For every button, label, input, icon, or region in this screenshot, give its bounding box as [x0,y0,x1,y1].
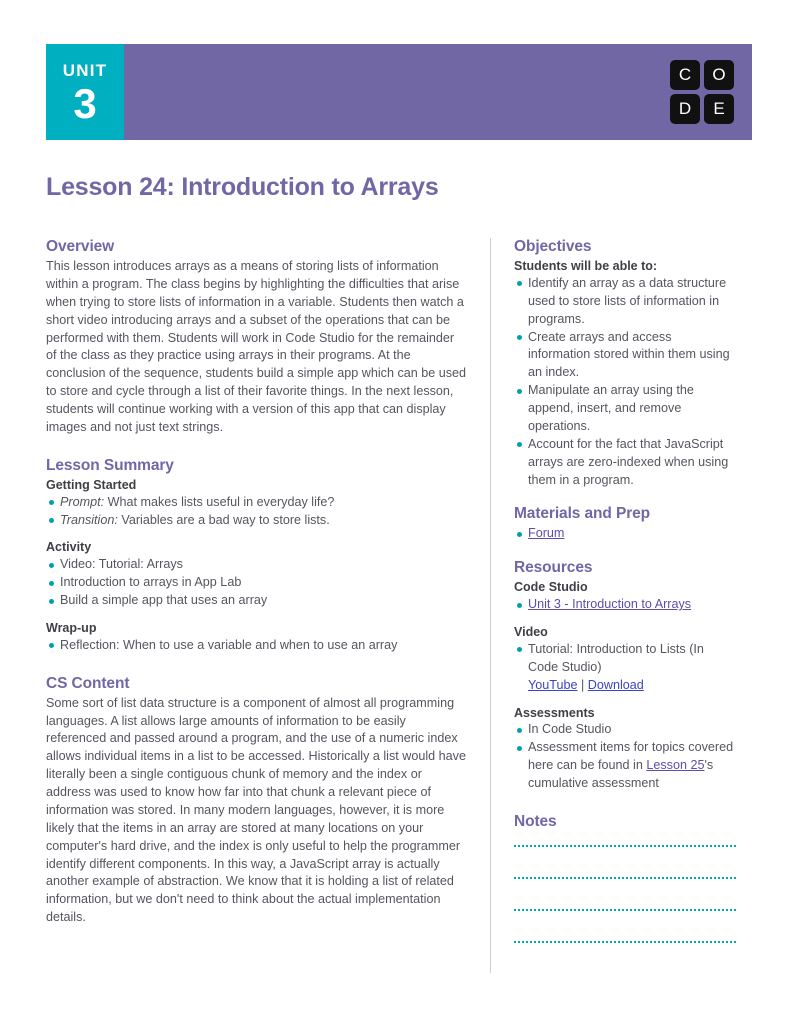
logo-letter-d: D [670,94,700,124]
lesson-summary-group-label: Wrap-up [46,620,97,635]
resources-group-list [514,641,736,695]
content-columns [46,238,752,973]
code-org-logo [670,60,734,124]
spacer [514,695,736,705]
objectives-subheading: Students will be able to: [514,259,658,273]
logo-letter-c: C [670,60,700,90]
resources-group-label: Assessments [514,705,595,720]
spacer [514,614,736,624]
objective-item: Manipulate an array using the append, insert, and remove operations. [514,382,736,436]
note-line[interactable] [514,877,736,909]
lesson-summary-group-label: Activity [46,540,92,555]
list-item-lead: Transition: [60,512,118,527]
unit-label: UNIT [62,60,108,80]
lesson-summary-heading: Lesson Summary [46,456,174,474]
spacer [46,655,468,675]
spacer [514,793,736,813]
objective-item: Identify an array as a data structure used to store lists of information in programs. [514,275,736,329]
objectives-heading: Objectives [514,238,592,255]
note-line[interactable] [514,909,736,941]
list-item: Reflection: When to use a variable and when to use an array [46,637,468,655]
list-item: Prompt: What makes lists useful in everyday life? [46,494,468,512]
spacer [514,489,736,505]
material-link[interactable]: Forum [528,526,565,541]
lesson-summary-group-label: Getting Started [46,477,137,492]
video-link-download[interactable]: Download [587,677,644,692]
materials-list [514,525,736,543]
resource-sublinks: YouTube | Download [528,677,644,692]
unit-number: 3 [73,79,97,127]
overview-heading: Overview [46,238,115,255]
cs-content-heading: CS Content [46,674,130,692]
notes-lines [514,845,736,973]
resource-link[interactable]: Unit 3 - Introduction to Arrays [528,597,692,612]
notes-heading: Notes [514,812,557,830]
list-item: Build a simple app that uses an array [46,592,468,610]
page-title: Lesson 24: Introduction to Arrays [46,173,439,201]
spacer [514,543,736,559]
resource-item: Assessment items for topics covered here can be found in Lesson 25's cumulative assessment [514,739,736,793]
note-line[interactable] [514,941,736,973]
material-item [514,525,736,543]
header-spacer [124,44,670,140]
assessment-lesson-link[interactable]: Lesson 25 [646,758,705,773]
list-item: Transition: Variables are a bad way to store lists. [46,512,468,530]
note-line[interactable] [514,845,736,877]
resource-item [514,596,736,614]
spacer [46,437,468,457]
resources-groups [514,579,736,793]
overview-text: This lesson introduces arrays as a means of storing lists of information within a program. The class begins by highlighting the difficulties that arise when trying to store lists of information in a variable. Students then watch a short video introducing arrays and a subset of the operations that can be performed with them. Students will work in Code Studio for the remainder of the class as they practice using arrays in their programs. At the conclusion of the sequence, students build a simple app which can be used to store and cycle through a list of their favorite things. In the next lesson, students will continue working with a version of this app that can display images and not just text strings. [46,259,467,434]
list-item: Introduction to arrays in App Lab [46,574,468,592]
left-column [46,238,490,973]
resources-group-label: Code Studio [514,580,588,595]
resource-item: Tutorial: Introduction to Lists (In Code Studio) [514,641,736,677]
cs-content-text: Some sort of list data structure is a component of almost all programming languages. A list allows large amounts of information to be easily referenced and passed around a program, and the use of a numeric index allows individual items in a list to be accessed. Historically a list would have literally been a single contiguous chunk of memory and the index or address was used to know how far into that chunk a relevant piece of information was stored. In many modern languages, however, it is more likely that the items in an array are stored at many locations on your computer's hard drive, and the index is only useful to help the programmer identify different components. In this way, a JavaScript array is actually another example of abstraction. We know that it is holding a list of related information, but we don't need to think about the actual implementation details. [46,695,466,925]
page-header-banner [46,44,752,140]
objectives-list [514,275,736,490]
lesson-summary-groups [46,477,468,655]
lesson-summary-group-list [46,556,468,610]
lesson-summary-group-list [46,494,468,530]
logo-letter-o: O [704,60,734,90]
list-item-lead: Prompt: [60,494,105,509]
resource-item: In Code Studio [514,721,736,739]
resources-group-list [514,721,736,793]
objective-item: Create arrays and access information stored within them using an index. [514,329,736,383]
spacer [46,610,468,620]
unit-badge [46,44,124,140]
materials-heading: Materials and Prep [514,505,651,523]
resources-group-list [514,596,736,614]
spacer [46,529,468,539]
resources-heading: Resources [514,559,593,577]
logo-letter-e: E [704,94,734,124]
video-link-youtube[interactable]: YouTube [528,677,578,692]
lesson-summary-group-list [46,637,468,655]
objective-item: Account for the fact that JavaScript arrays are zero-indexed when using them in a program. [514,436,736,490]
right-column [491,238,736,973]
resources-group-label: Video [514,625,548,639]
list-item: Video: Tutorial: Arrays [46,556,468,574]
